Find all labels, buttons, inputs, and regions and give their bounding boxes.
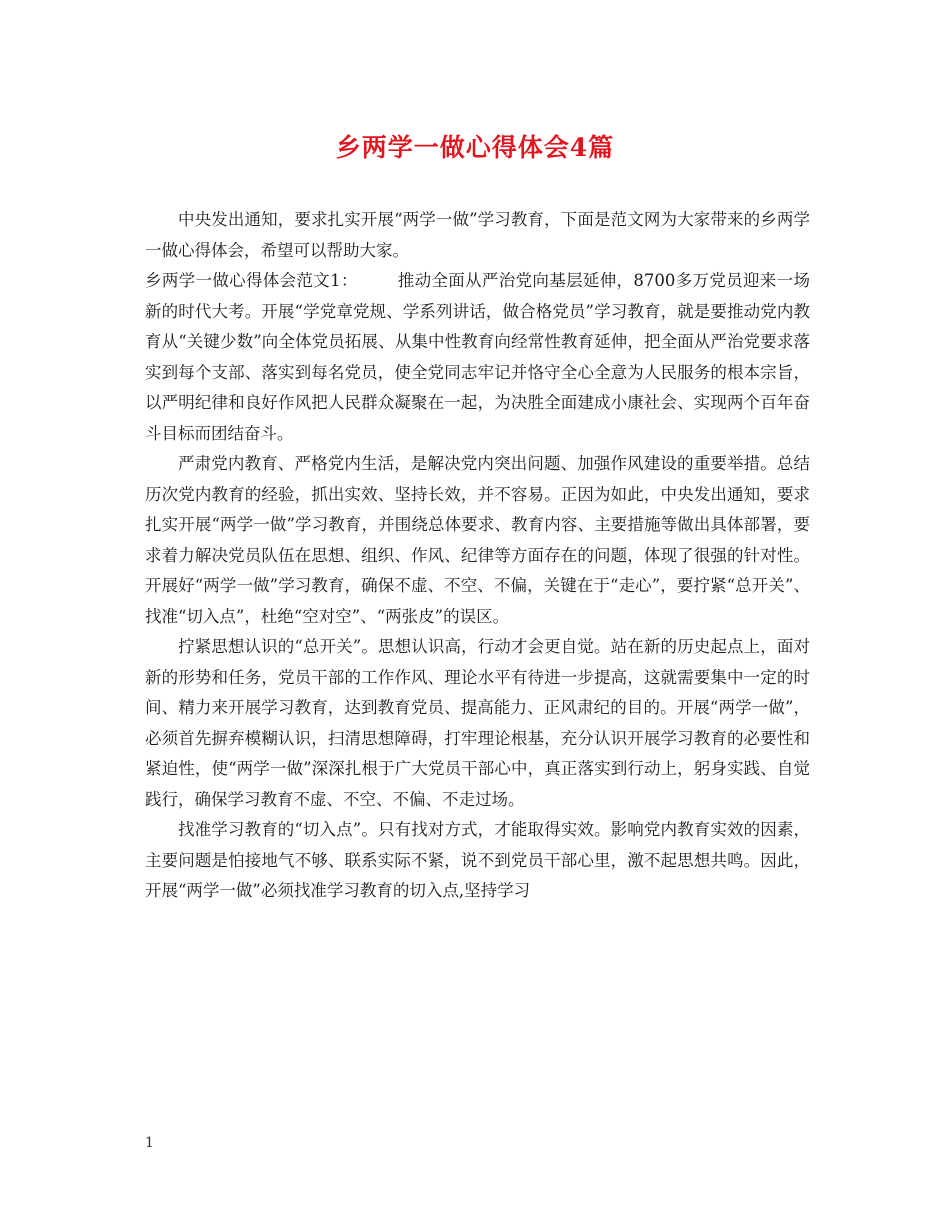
document-body (145, 205, 810, 907)
section-paragraph-1 (145, 266, 810, 449)
page-number: 1 (145, 1135, 154, 1151)
paragraph-1-text: 推动全面从严治党向基层延伸，8700多万党员迎来一场新的时代大考。开展“学党章党规、学系列讲话，做合格党员”学习教育，就是要推动党内教育从“关键少数”向全体党员拓展、从集中性教育向经常性教育延伸，把全面从严治党要求落实到每个支部、落实到每名党员，使全党同志牢记并恪守全心全意为人民服务的根本宗旨，以严明纪律和良好作风把人民群众凝聚在一起，为决胜全面建成小康社会、实现两个百年奋斗目标而团结奋斗。 (145, 271, 811, 443)
paragraph-3: 拧紧思想认识的“总开关”。思想认识高，行动才会更自觉。站在新的历史起点上，面对新的形势和任务，党员干部的工作作风、理论水平有待进一步提高，这就需要集中一定的时间、精力来开展学习教育，达到教育党员、提高能力、正风肃纪的目的。开展“两学一做”，必须首先摒弃模糊认识，扫清思想障碍，打牢理论根基，充分认识开展学习教育的必要性和紧迫性，使“两学一做”深深扎根于广大党员干部心中，真正落实到行动上，躬身实践、自觉践行，确保学习教育不虚、不空、不偏、不走过场。 (145, 637, 810, 809)
paragraph-2: 严肃党内教育、严格党内生活，是解决党内突出问题、加强作风建设的重要举措。总结历次党内教育的经验，抓出实效、坚持长效，并不容易。正因为如此，中央发出通知，要求扎实开展“两学一做”学习教育，并围绕总体要求、教育内容、主要措施等做出具体部署，要求着力解决党员队伍在思想、组织、作风、纪律等方面存在的问题，体现了很强的针对性。开展好“两学一做”学习教育，确保不虚、不空、不偏，关键在于“走心”，要拧紧“总开关”、找准“切入点”，杜绝“空对空”、“两张皮”的误区。 (145, 454, 810, 626)
document-title: 乡两学一做心得体会4篇 (335, 133, 615, 162)
paragraph-4: 找准学习教育的“切入点”。只有找对方式，才能取得实效。影响党内教育实效的因素，主要问题是怕接地气不够、联系实际不紧，说不到党员干部心里，激不起思想共鸣。因此，开展“两学一做”必须找准学习教育的切入点,坚持学习 (145, 820, 810, 900)
intro-paragraph: 中央发出通知，要求扎实开展“两学一做”学习教育，下面是范文网为大家带来的乡两学一做心得体会，希望可以帮助大家。 (145, 210, 810, 260)
section-heading: 乡两学一做心得体会范文1： (145, 271, 358, 290)
